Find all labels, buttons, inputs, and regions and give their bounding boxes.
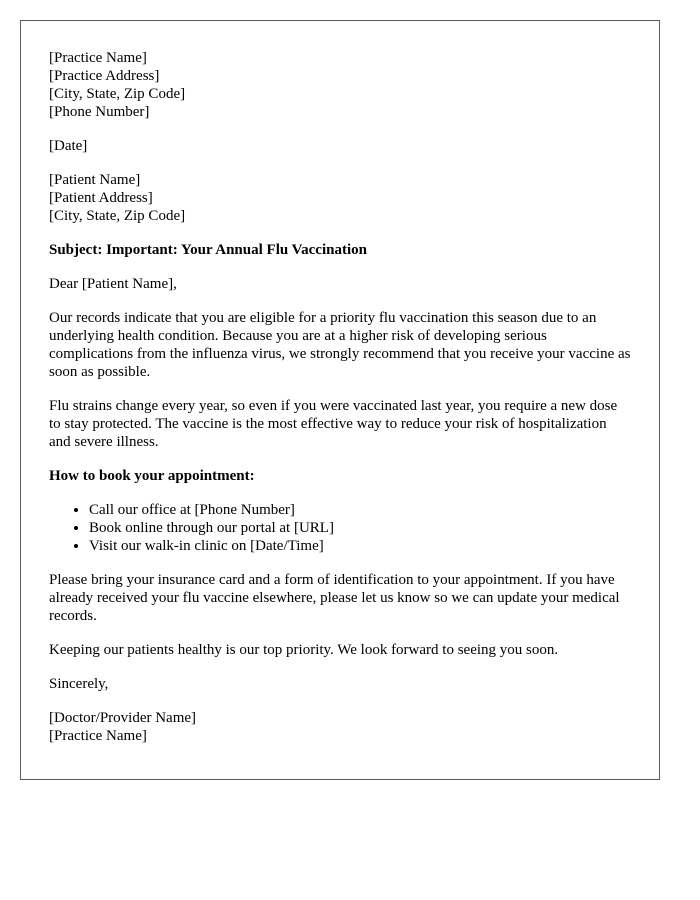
signature-practice-name: [Practice Name] [49,728,147,744]
sender-address-block [49,49,631,121]
sender-phone-number: [Phone Number] [49,104,150,120]
signature-block [49,709,631,745]
subject-line: Subject: Important: Your Annual Flu Vaccination [49,242,367,258]
booking-heading: How to book your appointment: [49,468,255,484]
letter [20,20,660,780]
salutation: Dear [Patient Name], [49,276,177,292]
recipient-city-state-zip: [City, State, Zip Code] [49,208,186,224]
booking-options-list [49,501,631,555]
booking-option-walk-in: • Visit our walk-in clinic on [Date/Time] [89,537,631,555]
body-paragraph-closing: Keeping our patients healthy is our top priority. We look forward to seeing you soon. [49,642,559,658]
sender-city-state-zip: [City, State, Zip Code] [49,86,186,102]
signoff: Sincerely, [49,676,109,692]
booking-option-online: • Book online through our portal at [URL] [89,519,631,537]
recipient-patient-name: [Patient Name] [49,172,141,188]
sender-practice-name: [Practice Name] [49,50,147,66]
letter-date: [Date] [49,138,88,154]
body-paragraph-eligibility: Our records indicate that you are eligible for a priority flu vaccination this season due to an underlying health condition. Because you are at a higher risk of developing serious complications from the influenza virus, we strongly recommend that you receive your vaccine as soon as possible. [49,310,631,380]
signature-provider-name: [Doctor/Provider Name] [49,710,197,726]
date-block [49,137,631,155]
body-paragraph-flu-strains: Flu strains change every year, so even if you were vaccinated last year, you require a new dose to stay protected. The vaccine is the most effective way to reduce your risk of hospitalization and severe illness. [49,398,618,450]
sender-practice-address: [Practice Address] [49,68,160,84]
recipient-patient-address: [Patient Address] [49,190,153,206]
recipient-address-block [49,171,631,225]
booking-option-call: • Call our office at [Phone Number] [89,501,631,519]
body-paragraph-insurance: Please bring your insurance card and a form of identification to your appointment. If you have already received your flu vaccine elsewhere, please let us know so we can update your medical records. [49,572,620,624]
